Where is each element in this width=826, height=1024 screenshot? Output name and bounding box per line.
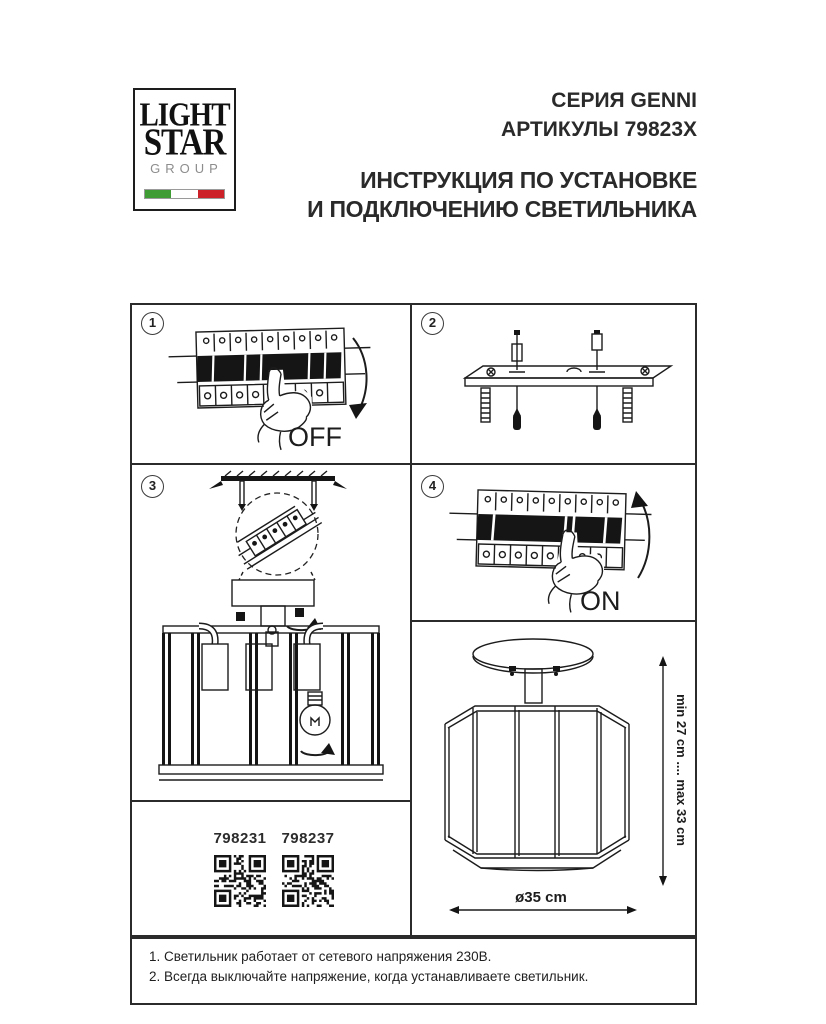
grid-divider-left xyxy=(130,800,410,802)
step-4-breaker-on-diagram xyxy=(432,478,682,618)
note-1: 1. Светильник работает от сетевого напряжения 230В. xyxy=(149,949,492,964)
step-3-assembly-diagram xyxy=(135,468,407,798)
product-code-798237: 798237 xyxy=(281,830,335,847)
articles-title: АРТИКУЛЫ 79823X xyxy=(501,118,697,141)
italian-flag-icon xyxy=(144,189,225,199)
logo-word-star: STAR xyxy=(143,122,226,164)
product-code-798231: 798231 xyxy=(213,830,267,847)
grid-divider-row1 xyxy=(130,463,697,465)
series-title: СЕРИЯ GENNI xyxy=(551,89,697,112)
diameter-dimension-label: ø35 cm xyxy=(515,889,567,906)
safety-notes xyxy=(149,947,588,987)
step-2-mounting-plate-diagram xyxy=(455,328,685,436)
step-1-badge: 1 xyxy=(141,312,164,335)
logo-word-light: LIGHT xyxy=(139,96,230,134)
height-dimension-label: min 27 cm .... max 33 cm xyxy=(674,694,689,846)
off-label: OFF xyxy=(288,422,342,452)
step-3-badge: 3 xyxy=(141,475,164,498)
on-label: ON xyxy=(580,586,621,616)
lamp-dimensions-diagram xyxy=(415,622,695,934)
qr-code-798237 xyxy=(282,855,334,907)
step-4-badge: 4 xyxy=(421,475,444,498)
instruction-title-line2: И ПОДКЛЮЧЕНИЮ СВЕТИЛЬНИКА xyxy=(307,196,697,222)
instruction-header xyxy=(307,166,697,224)
logo-word-group: GROUP xyxy=(150,161,223,176)
step-1-breaker-off-diagram xyxy=(150,316,400,458)
qr-code-798231 xyxy=(214,855,266,907)
instruction-title-line1: ИНСТРУКЦИЯ ПО УСТАНОВКЕ xyxy=(360,167,697,193)
lightstar-logo xyxy=(133,88,236,211)
step-2-badge: 2 xyxy=(421,312,444,335)
note-2: 2. Всегда выключайте напряжение, когда устанавливаете светильник. xyxy=(149,969,589,984)
series-header xyxy=(501,86,697,144)
